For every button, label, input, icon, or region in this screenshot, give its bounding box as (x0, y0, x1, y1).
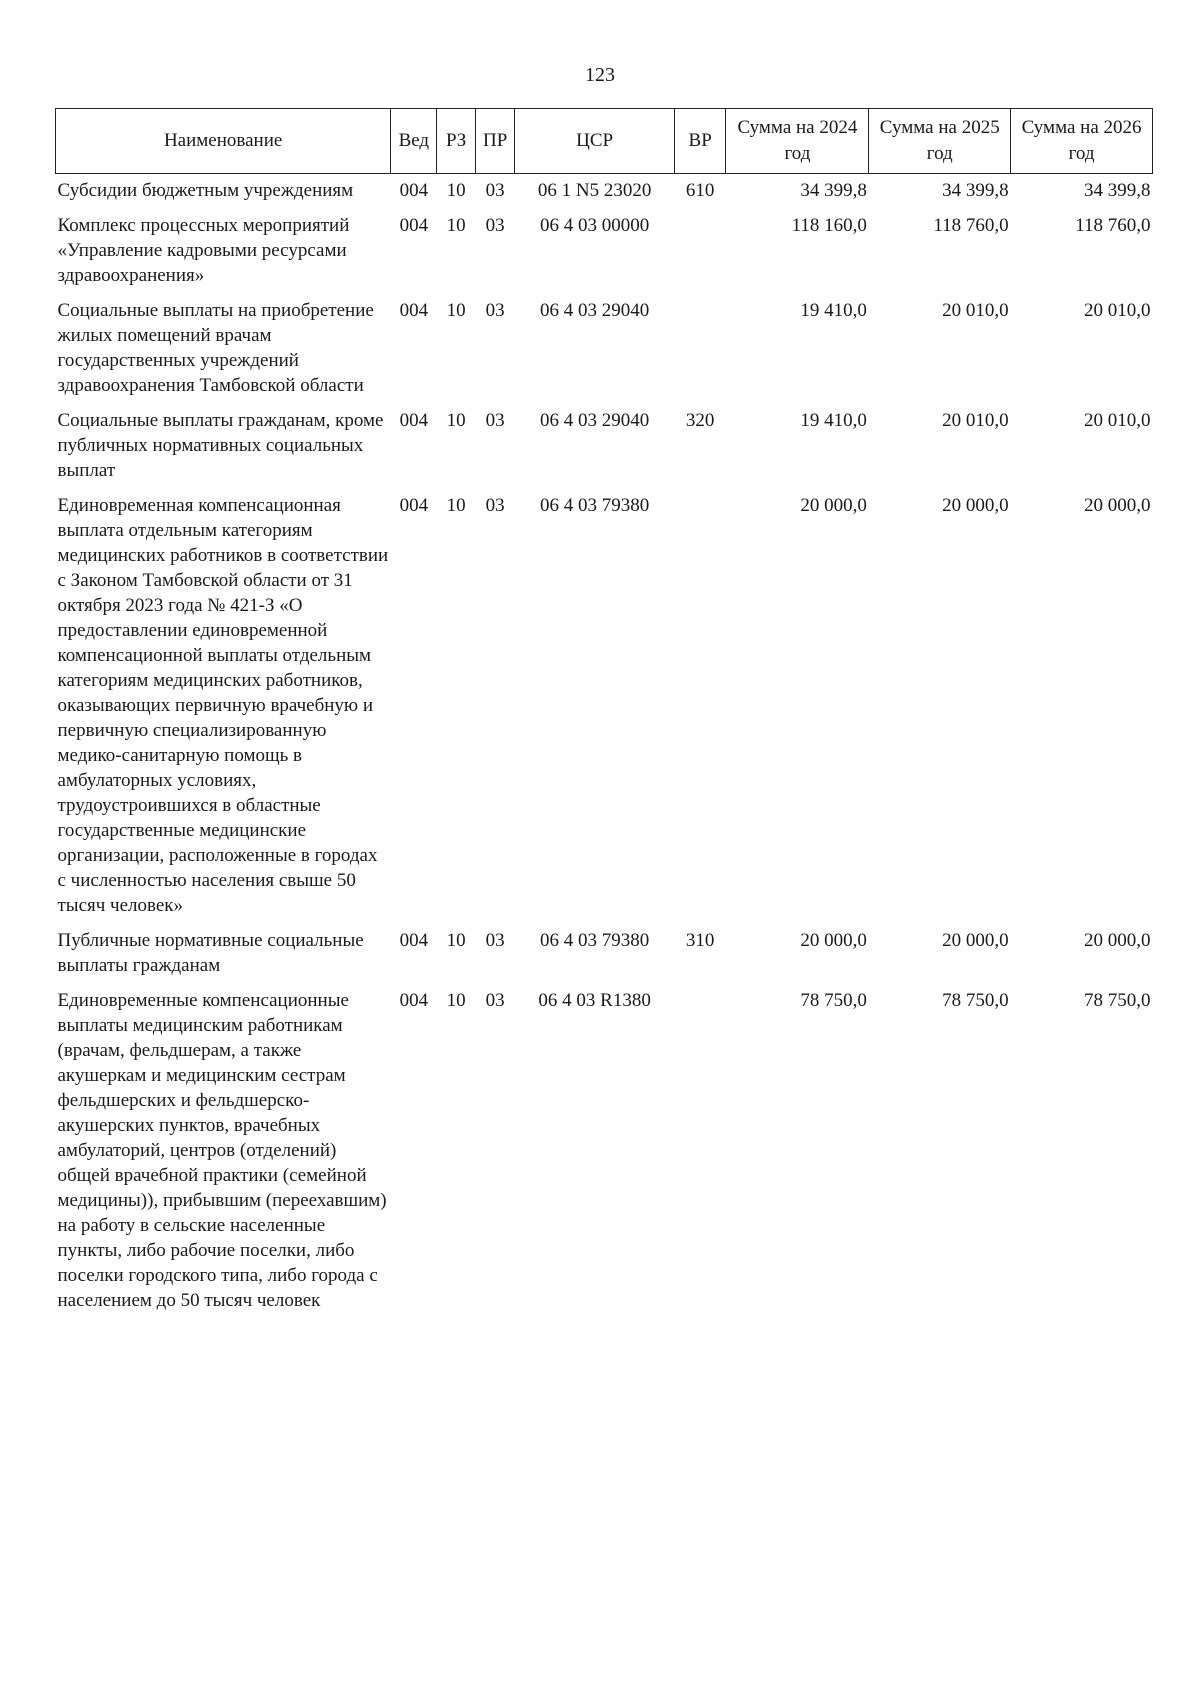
row-vr: 610 (685, 180, 715, 201)
row-sum-2024: 19 410,0 (800, 410, 867, 431)
row-pr: 03 (485, 990, 505, 1011)
row-name: Публичные нормативные социальные выплаты гражданам (57, 930, 364, 976)
row-csr: 06 4 03 29040 (540, 410, 650, 431)
row-csr: 06 1 N5 23020 (537, 180, 652, 201)
table-row (56, 294, 1153, 404)
table-body (56, 174, 1153, 1320)
row-csr: 06 4 03 79380 (540, 495, 650, 516)
row-sum-2026: 118 760,0 (1075, 215, 1151, 236)
row-sum-2024: 118 160,0 (791, 215, 867, 236)
row-ved: 004 (399, 990, 429, 1011)
table-row (56, 174, 1153, 210)
row-csr: 06 4 03 R1380 (538, 990, 651, 1011)
row-ved: 004 (399, 930, 429, 951)
row-sum-2025: 20 010,0 (942, 300, 1009, 321)
table-row (56, 924, 1153, 984)
row-vr (674, 209, 726, 294)
table-row (56, 209, 1153, 294)
row-pr: 03 (485, 300, 505, 321)
budget-table (55, 108, 1153, 1319)
row-pr: 03 (485, 215, 505, 236)
row-sum-2024: 19 410,0 (800, 300, 867, 321)
row-name: Комплекс процессных мероприятий «Управление кадровыми ресурсами здравоохранения» (57, 215, 350, 286)
row-sum-2025: 118 760,0 (933, 215, 1009, 236)
header-sum-2026: Сумма на 2026 год (1011, 109, 1153, 174)
row-sum-2026: 34 399,8 (1084, 180, 1151, 201)
row-sum-2026: 20 000,0 (1084, 930, 1151, 951)
row-pr: 03 (485, 410, 505, 431)
row-ved: 004 (399, 300, 429, 321)
row-vr (674, 984, 726, 1319)
row-pr: 03 (485, 930, 505, 951)
row-sum-2024: 20 000,0 (800, 495, 867, 516)
row-rz: 10 (446, 930, 466, 951)
row-rz: 10 (446, 215, 466, 236)
row-rz: 10 (446, 990, 466, 1011)
row-csr: 06 4 03 00000 (540, 215, 650, 236)
header-csr: ЦСР (515, 109, 674, 174)
row-sum-2026: 20 000,0 (1084, 495, 1151, 516)
page-number: 123 (585, 64, 615, 86)
table-row (56, 489, 1153, 924)
row-vr: 320 (685, 410, 715, 431)
row-name: Субсидии бюджетным учреждениям (57, 180, 354, 201)
row-sum-2025: 34 399,8 (942, 180, 1009, 201)
row-rz: 10 (446, 300, 466, 321)
table-row (56, 984, 1153, 1319)
row-ved: 004 (399, 495, 429, 516)
row-name: Социальные выплаты гражданам, кроме публичных нормативных социальных выплат (57, 410, 384, 481)
header-row (56, 109, 1153, 174)
table-header (56, 109, 1153, 174)
row-sum-2024: 78 750,0 (800, 990, 867, 1011)
row-name: Единовременная компенсационная выплата отдельным категориям медицинских работников в соответствии с Законом Тамбовской области от 31 октября 2023 года № 421-З «О предоставлении единовременной компенсационной выплаты отдельным категориям медицинских работников, оказывающих первичную врачебную и первичную специализированную медико-санитарную помощь в амбулаторных условиях, трудоустроившихся в областные государственные медицинские организации, расположенные в городах с численностью населения свыше 50 тысяч человек» (57, 495, 389, 916)
row-sum-2026: 20 010,0 (1084, 410, 1151, 431)
header-sum-2024: Сумма на 2024 год (726, 109, 869, 174)
row-name: Единовременные компенсационные выплаты медицинским работникам (врачам, фельдшерам, а также акушеркам и медицинским сестрам фельдшерских и фельдшерско-акушерских пунктов, врачебных амбулаторий, центров (отделений) общей врачебной практики (семейной медицины)), прибывшим (переехавшим) на работу в сельские населенные пункты, либо рабочие поселки, либо поселки городского типа, либо города с населением до 50 тысяч человек (57, 990, 387, 1311)
row-vr (674, 294, 726, 404)
row-vr (674, 489, 726, 924)
row-pr: 03 (485, 180, 505, 201)
header-pr: ПР (475, 109, 515, 174)
row-rz: 10 (446, 410, 466, 431)
row-rz: 10 (446, 180, 466, 201)
row-ved: 004 (399, 180, 429, 201)
header-rz: РЗ (437, 109, 475, 174)
row-sum-2026: 78 750,0 (1084, 990, 1151, 1011)
row-sum-2024: 34 399,8 (800, 180, 867, 201)
row-sum-2025: 20 010,0 (942, 410, 1009, 431)
row-rz: 10 (446, 495, 466, 516)
row-sum-2024: 20 000,0 (800, 930, 867, 951)
row-csr: 06 4 03 79380 (540, 930, 650, 951)
header-vr: ВР (674, 109, 726, 174)
row-sum-2026: 20 010,0 (1084, 300, 1151, 321)
table-row (56, 404, 1153, 489)
row-sum-2025: 20 000,0 (942, 495, 1009, 516)
row-sum-2025: 78 750,0 (942, 990, 1009, 1011)
row-sum-2025: 20 000,0 (942, 930, 1009, 951)
row-ved: 004 (399, 215, 429, 236)
row-vr: 310 (685, 930, 715, 951)
row-pr: 03 (485, 495, 505, 516)
row-name: Социальные выплаты на приобретение жилых помещений врачам государственных учреждений здравоохранения Тамбовской области (57, 300, 374, 396)
header-name: Наименование (56, 109, 391, 174)
header-ved: Вед (391, 109, 437, 174)
header-sum-2025: Сумма на 2025 год (869, 109, 1011, 174)
row-csr: 06 4 03 29040 (540, 300, 650, 321)
row-ved: 004 (399, 410, 429, 431)
